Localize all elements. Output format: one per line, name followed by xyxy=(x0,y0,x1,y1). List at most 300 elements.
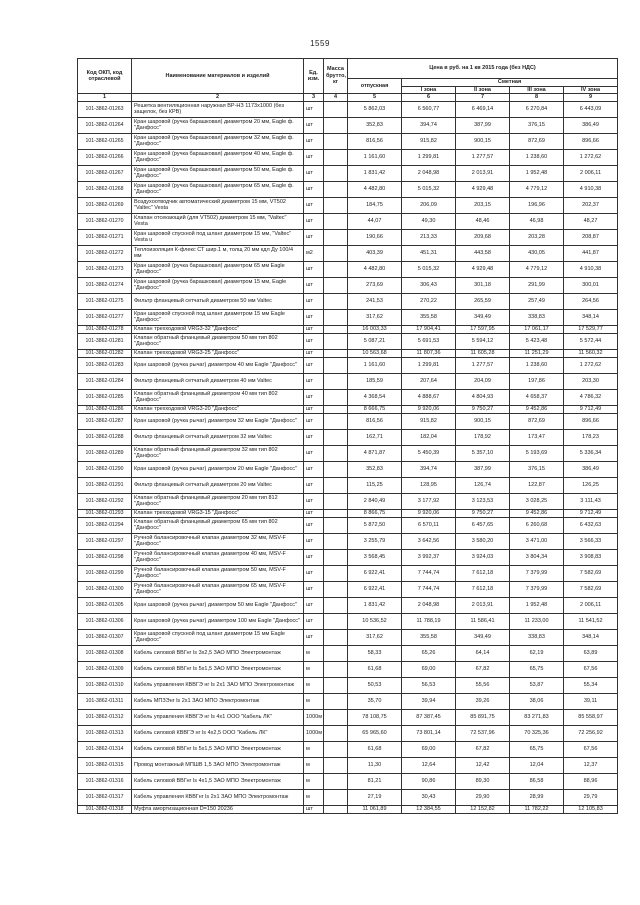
row-zone-4-price: 55,34 xyxy=(564,677,618,693)
row-name: Кабель МПЗЭнг ls 2х1 ЗАО МПО Электромонтаж xyxy=(132,693,304,709)
row-zone-3-price: 53,87 xyxy=(510,677,564,693)
row-code: 101-3862-01305 xyxy=(78,597,132,613)
row-zone-2-price: 900,15 xyxy=(456,133,510,149)
row-zone-1-price: 306,43 xyxy=(402,277,456,293)
row-name: Муфта амортизационная D=150 20236 xyxy=(132,805,304,813)
row-zone-2-price: 265,59 xyxy=(456,293,510,309)
row-mass xyxy=(324,709,348,725)
row-name: Кран шаровой (ручка барашковая) диаметром 32 мм, Eagle ф. "Данфосс" xyxy=(132,133,304,149)
row-zone-4-price: 264,56 xyxy=(564,293,618,309)
row-zone-3-price: 38,06 xyxy=(510,693,564,709)
row-zone-2-price: 64,14 xyxy=(456,645,510,661)
row-name: Ручной балансировочный клапан диаметром 40 мм, MSV-F "Данфосс" xyxy=(132,549,304,565)
row-zone-2-price: 203,15 xyxy=(456,197,510,213)
row-mass xyxy=(324,693,348,709)
row-zone-4-price: 6 443,09 xyxy=(564,101,618,117)
row-zone-2-price: 5 357,10 xyxy=(456,445,510,461)
row-zone-1-price: 69,00 xyxy=(402,661,456,677)
row-release-price: 16 003,33 xyxy=(348,325,402,333)
table-row xyxy=(78,693,618,709)
row-zone-4-price: 202,37 xyxy=(564,197,618,213)
row-zone-2-price: 349,49 xyxy=(456,629,510,645)
row-zone-1-price: 11 807,36 xyxy=(402,349,456,357)
row-mass xyxy=(324,757,348,773)
row-name: Кран шаровой (ручка барашковая) диаметром 15 мм, Eagle "Данфосс" xyxy=(132,277,304,293)
row-zone-3-price: 3 028,25 xyxy=(510,493,564,509)
row-zone-4-price: 12,37 xyxy=(564,757,618,773)
row-zone-4-price: 6 432,63 xyxy=(564,517,618,533)
row-code: 101-3862-01312 xyxy=(78,709,132,725)
row-zone-3-price: 9 452,86 xyxy=(510,405,564,413)
row-zone-1-price: 7 744,74 xyxy=(402,581,456,597)
row-release-price: 190,66 xyxy=(348,229,402,245)
row-name: Кабель силовой ВВГнг ls 5х1,5 ЗАО МПО Электромонтаж xyxy=(132,661,304,677)
row-mass xyxy=(324,229,348,245)
row-zone-4-price: 85 558,97 xyxy=(564,709,618,725)
row-unit: шт xyxy=(304,149,324,165)
row-release-price: 184,75 xyxy=(348,197,402,213)
row-name: Кран шаровой (ручка барашковая) диаметром 40 мм, Eagle ф. "Данфосс" xyxy=(132,149,304,165)
row-unit: шт xyxy=(304,229,324,245)
row-name: Кран шаровой (ручка барашковая) диаметром 65 мм Eagle "Данфосс" xyxy=(132,261,304,277)
row-release-price: 65 965,60 xyxy=(348,725,402,741)
row-zone-2-price: 387,99 xyxy=(456,461,510,477)
row-mass xyxy=(324,805,348,813)
row-zone-4-price: 3 908,83 xyxy=(564,549,618,565)
row-zone-1-price: 2 048,98 xyxy=(402,597,456,613)
row-unit: м xyxy=(304,741,324,757)
row-zone-3-price: 872,69 xyxy=(510,133,564,149)
price-table xyxy=(77,58,618,814)
row-name: Кабель силовой КВВГЭ нг ls 4х2,5 ООО "Кабель ЛК" xyxy=(132,725,304,741)
row-mass xyxy=(324,413,348,429)
row-unit: шт xyxy=(304,493,324,509)
table-row xyxy=(78,413,618,429)
row-zone-1-price: 451,31 xyxy=(402,245,456,261)
row-release-price: 61,68 xyxy=(348,741,402,757)
row-zone-1-price: 56,53 xyxy=(402,677,456,693)
row-mass xyxy=(324,261,348,277)
row-release-price: 3 568,45 xyxy=(348,549,402,565)
row-zone-3-price: 1 952,48 xyxy=(510,597,564,613)
row-unit: шт xyxy=(304,213,324,229)
row-release-price: 10 563,68 xyxy=(348,349,402,357)
row-name: Кабель силовой ВВГнг ls 5х1,5 ЗАО МПО Электромонтаж xyxy=(132,741,304,757)
row-code: 101-3862-01306 xyxy=(78,613,132,629)
row-zone-1-price: 182,04 xyxy=(402,429,456,445)
row-zone-3-price: 6 270,84 xyxy=(510,101,564,117)
header-zone-3: III зона xyxy=(510,86,564,94)
table-row xyxy=(78,245,618,261)
row-name: Клапан обратный фланцевый диаметром 40 мм тип 802 "Данфосс" xyxy=(132,389,304,405)
table-row xyxy=(78,773,618,789)
table-row xyxy=(78,709,618,725)
row-zone-3-price: 872,69 xyxy=(510,413,564,429)
column-number: 1 xyxy=(78,94,132,102)
row-zone-2-price: 6 469,14 xyxy=(456,101,510,117)
row-zone-3-price: 62,19 xyxy=(510,645,564,661)
row-code: 101-3862-01281 xyxy=(78,333,132,349)
table-row xyxy=(78,261,618,277)
row-name: Кран шаровой (ручка рычаг) диаметром 50 мм Eagle "Данфосс" xyxy=(132,597,304,613)
row-zone-2-price: 29,90 xyxy=(456,789,510,805)
row-zone-1-price: 69,00 xyxy=(402,741,456,757)
table-row xyxy=(78,405,618,413)
row-name: Кран шаровой (ручка рычаг) диаметром 100 мм Eagle "Данфосс" xyxy=(132,613,304,629)
row-zone-1-price: 5 450,39 xyxy=(402,445,456,461)
row-zone-4-price: 11 560,32 xyxy=(564,349,618,357)
row-code: 101-3862-01269 xyxy=(78,197,132,213)
row-zone-3-price: 86,58 xyxy=(510,773,564,789)
row-mass xyxy=(324,245,348,261)
row-zone-2-price: 443,58 xyxy=(456,245,510,261)
row-unit: шт xyxy=(304,629,324,645)
column-number: 5 xyxy=(348,94,402,102)
row-code: 101-3862-01316 xyxy=(78,773,132,789)
row-zone-1-price: 6 570,11 xyxy=(402,517,456,533)
row-unit: шт xyxy=(304,261,324,277)
row-zone-2-price: 12 152,82 xyxy=(456,805,510,813)
row-zone-2-price: 89,30 xyxy=(456,773,510,789)
row-zone-4-price: 4 910,38 xyxy=(564,261,618,277)
row-code: 101-3862-01298 xyxy=(78,549,132,565)
row-mass xyxy=(324,445,348,461)
row-zone-2-price: 209,68 xyxy=(456,229,510,245)
table-row xyxy=(78,493,618,509)
row-name: Ручной балансировочный клапан диаметром 50 мм, MSV-F "Данфосс" xyxy=(132,565,304,581)
row-code: 101-3862-01263 xyxy=(78,101,132,117)
row-code: 101-3862-01268 xyxy=(78,181,132,197)
row-zone-1-price: 206,09 xyxy=(402,197,456,213)
row-zone-4-price: 7 582,69 xyxy=(564,581,618,597)
row-zone-3-price: 4 779,12 xyxy=(510,181,564,197)
row-unit: шт xyxy=(304,549,324,565)
row-zone-2-price: 7 612,18 xyxy=(456,581,510,597)
row-zone-1-price: 394,74 xyxy=(402,117,456,133)
row-zone-1-price: 355,58 xyxy=(402,629,456,645)
row-mass xyxy=(324,349,348,357)
row-mass xyxy=(324,517,348,533)
row-zone-3-price: 70 325,36 xyxy=(510,725,564,741)
row-release-price: 58,33 xyxy=(348,645,402,661)
table-row xyxy=(78,645,618,661)
row-code: 101-3862-01311 xyxy=(78,693,132,709)
row-code: 101-3862-01315 xyxy=(78,757,132,773)
row-release-price: 162,71 xyxy=(348,429,402,445)
row-zone-1-price: 5 015,32 xyxy=(402,181,456,197)
table-row xyxy=(78,213,618,229)
table-row xyxy=(78,613,618,629)
row-unit: шт xyxy=(304,277,324,293)
row-zone-1-price: 9 920,06 xyxy=(402,405,456,413)
row-zone-3-price: 203,28 xyxy=(510,229,564,245)
row-zone-1-price: 17 904,41 xyxy=(402,325,456,333)
row-zone-4-price: 300,01 xyxy=(564,277,618,293)
table-row xyxy=(78,277,618,293)
row-mass xyxy=(324,357,348,373)
row-zone-3-price: 4 658,37 xyxy=(510,389,564,405)
table-row xyxy=(78,333,618,349)
row-zone-1-price: 39,94 xyxy=(402,693,456,709)
row-release-price: 5 872,50 xyxy=(348,517,402,533)
header-code: Код ОКП, код отраслевой xyxy=(78,59,132,94)
row-mass xyxy=(324,493,348,509)
page-number: 1559 xyxy=(310,39,330,48)
row-code: 101-3862-01283 xyxy=(78,357,132,373)
row-zone-4-price: 67,56 xyxy=(564,661,618,677)
table-row xyxy=(78,325,618,333)
row-zone-1-price: 1 299,81 xyxy=(402,149,456,165)
table-row xyxy=(78,309,618,325)
row-code: 101-3862-01273 xyxy=(78,261,132,277)
table-row xyxy=(78,373,618,389)
row-code: 101-3862-01287 xyxy=(78,413,132,429)
row-code: 101-3862-01286 xyxy=(78,405,132,413)
row-zone-4-price: 126,25 xyxy=(564,477,618,493)
row-mass xyxy=(324,509,348,517)
row-zone-4-price: 441,87 xyxy=(564,245,618,261)
column-number: 8 xyxy=(510,94,564,102)
row-zone-4-price: 9 712,49 xyxy=(564,509,618,517)
row-code: 101-3862-01270 xyxy=(78,213,132,229)
row-zone-1-price: 915,82 xyxy=(402,413,456,429)
row-mass xyxy=(324,117,348,133)
row-mass xyxy=(324,133,348,149)
row-zone-3-price: 11 251,29 xyxy=(510,349,564,357)
column-number: 4 xyxy=(324,94,348,102)
row-mass xyxy=(324,645,348,661)
row-code: 101-3862-01289 xyxy=(78,445,132,461)
table-row xyxy=(78,229,618,245)
header-zone-1: I зона xyxy=(402,86,456,94)
row-mass xyxy=(324,213,348,229)
row-unit: шт xyxy=(304,805,324,813)
row-code: 101-3862-01267 xyxy=(78,165,132,181)
table-row xyxy=(78,533,618,549)
row-name: Кабель управления КВВГЭ нг ls 4х1 ООО "Кабель ЛК" xyxy=(132,709,304,725)
row-code: 101-3862-01285 xyxy=(78,389,132,405)
table-row xyxy=(78,165,618,181)
row-code: 101-3862-01278 xyxy=(78,325,132,333)
row-zone-1-price: 394,74 xyxy=(402,461,456,477)
row-name: Кабель силовой ВВГнг ls 3х2,5 ЗАО МПО Электромонтаж xyxy=(132,645,304,661)
row-name: Фильтр фланцевый сетчатый диаметром 32 мм Valtec xyxy=(132,429,304,445)
row-unit: м xyxy=(304,677,324,693)
row-code: 101-3862-01314 xyxy=(78,741,132,757)
row-name: Фильтр фланцевый сетчатый диаметром 20 мм Valtec xyxy=(132,477,304,493)
row-zone-2-price: 301,18 xyxy=(456,277,510,293)
row-zone-4-price: 17 529,77 xyxy=(564,325,618,333)
row-code: 101-3862-01309 xyxy=(78,661,132,677)
row-code: 101-3862-01292 xyxy=(78,493,132,509)
row-zone-1-price: 90,86 xyxy=(402,773,456,789)
row-code: 101-3862-01288 xyxy=(78,429,132,445)
row-code: 101-3862-01313 xyxy=(78,725,132,741)
row-zone-2-price: 11 605,28 xyxy=(456,349,510,357)
row-release-price: 403,39 xyxy=(348,245,402,261)
row-zone-3-price: 7 379,99 xyxy=(510,565,564,581)
row-unit: шт xyxy=(304,517,324,533)
row-zone-1-price: 3 177,92 xyxy=(402,493,456,509)
row-unit: м xyxy=(304,661,324,677)
row-unit: шт xyxy=(304,197,324,213)
row-unit: шт xyxy=(304,477,324,493)
row-zone-3-price: 65,75 xyxy=(510,741,564,757)
row-code: 101-3862-01290 xyxy=(78,461,132,477)
row-name: Фильтр фланцевый сетчатый диаметром 40 мм Valtec xyxy=(132,373,304,389)
row-release-price: 1 831,42 xyxy=(348,597,402,613)
row-zone-1-price: 4 888,67 xyxy=(402,389,456,405)
row-zone-3-price: 122,87 xyxy=(510,477,564,493)
row-name: Клапан обратный фланцевый диаметром 20 мм тип 812 "Данфосс" xyxy=(132,493,304,509)
row-name: Кран шаровой спускной под шланг диаметром 15 мм Eagle "Данфосс" xyxy=(132,309,304,325)
row-zone-1-price: 5 691,53 xyxy=(402,333,456,349)
row-zone-2-price: 48,46 xyxy=(456,213,510,229)
row-zone-3-price: 11 233,00 xyxy=(510,613,564,629)
row-zone-2-price: 4 929,48 xyxy=(456,261,510,277)
row-unit: шт xyxy=(304,133,324,149)
row-unit: 1000м xyxy=(304,725,324,741)
row-zone-4-price: 11 541,52 xyxy=(564,613,618,629)
row-zone-4-price: 386,49 xyxy=(564,117,618,133)
row-code: 101-3862-01282 xyxy=(78,349,132,357)
row-code: 101-3862-01274 xyxy=(78,277,132,293)
row-unit: шт xyxy=(304,597,324,613)
row-name: Клапан трехходовой VRG3-15 "Данфосс" xyxy=(132,509,304,517)
row-zone-3-price: 291,99 xyxy=(510,277,564,293)
row-release-price: 6 922,41 xyxy=(348,565,402,581)
table-row xyxy=(78,581,618,597)
row-mass xyxy=(324,373,348,389)
row-code: 101-3862-01300 xyxy=(78,581,132,597)
row-mass xyxy=(324,197,348,213)
row-zone-4-price: 3 566,33 xyxy=(564,533,618,549)
table-row xyxy=(78,389,618,405)
row-unit: м xyxy=(304,645,324,661)
row-release-price: 5 862,03 xyxy=(348,101,402,117)
row-mass xyxy=(324,613,348,629)
row-mass xyxy=(324,581,348,597)
row-name: Кран шаровой (ручка рычаг) диаметром 32 мм Eagle "Данфосс" xyxy=(132,413,304,429)
row-zone-3-price: 65,75 xyxy=(510,661,564,677)
table-row xyxy=(78,677,618,693)
table-body xyxy=(78,101,618,813)
row-mass xyxy=(324,789,348,805)
row-mass xyxy=(324,549,348,565)
table-row xyxy=(78,629,618,645)
row-code: 101-3862-01272 xyxy=(78,245,132,261)
row-release-price: 8 866,75 xyxy=(348,509,402,517)
row-zone-2-price: 2 013,91 xyxy=(456,165,510,181)
table-row xyxy=(78,181,618,197)
row-release-price: 352,83 xyxy=(348,461,402,477)
row-zone-3-price: 6 260,68 xyxy=(510,517,564,533)
row-name: Решетка вентиляционная наружная ВР-НЗ 1173х1000 (без защелок, без КРВ) xyxy=(132,101,304,117)
column-number: 6 xyxy=(402,94,456,102)
row-zone-3-price: 3 804,34 xyxy=(510,549,564,565)
row-name: Кран шаровой (ручка барашковая) диаметром 20 мм, Eagle ф. "Данфосс" xyxy=(132,117,304,133)
row-zone-2-price: 12,42 xyxy=(456,757,510,773)
row-zone-1-price: 1 299,81 xyxy=(402,357,456,373)
row-release-price: 4 871,87 xyxy=(348,445,402,461)
row-zone-1-price: 87 387,45 xyxy=(402,709,456,725)
table-row xyxy=(78,117,618,133)
row-unit: шт xyxy=(304,349,324,357)
row-zone-4-price: 3 111,43 xyxy=(564,493,618,509)
row-mass xyxy=(324,629,348,645)
row-release-price: 115,25 xyxy=(348,477,402,493)
row-mass xyxy=(324,565,348,581)
row-zone-1-price: 3 642,56 xyxy=(402,533,456,549)
header-zone-4: IV зона xyxy=(564,86,618,94)
row-name: Воздухоотводчик автоматический диаметром 15 мм, VT502 "Valtec" Vesta xyxy=(132,197,304,213)
row-code: 101-3862-01307 xyxy=(78,629,132,645)
row-zone-4-price: 1 272,62 xyxy=(564,357,618,373)
table-row xyxy=(78,461,618,477)
row-name: Клапан трехходовой VRG3-20 "Данфосс" xyxy=(132,405,304,413)
row-release-price: 35,70 xyxy=(348,693,402,709)
row-zone-4-price: 12 105,83 xyxy=(564,805,618,813)
row-mass xyxy=(324,533,348,549)
row-name: Кран шаровой спускной под шланг диаметром 15 мм, "Valtec" Vesta u xyxy=(132,229,304,245)
row-name: Фильтр фланцевый сетчатый диаметром 50 мм Valtec xyxy=(132,293,304,309)
row-zone-2-price: 4 929,48 xyxy=(456,181,510,197)
row-mass xyxy=(324,181,348,197)
row-zone-1-price: 11 788,19 xyxy=(402,613,456,629)
row-mass xyxy=(324,661,348,677)
table-header xyxy=(78,59,618,102)
row-zone-4-price: 67,56 xyxy=(564,741,618,757)
row-unit: шт xyxy=(304,101,324,117)
row-release-price: 1 831,42 xyxy=(348,165,402,181)
table-row xyxy=(78,565,618,581)
row-unit: шт xyxy=(304,413,324,429)
row-zone-4-price: 7 582,69 xyxy=(564,565,618,581)
row-code: 101-3862-01275 xyxy=(78,293,132,309)
row-release-price: 185,59 xyxy=(348,373,402,389)
table-row xyxy=(78,133,618,149)
row-name: Клапан отсекающий (для VT502) диаметром 15 мм, "Valtec" Vesta xyxy=(132,213,304,229)
row-unit: шт xyxy=(304,389,324,405)
row-zone-2-price: 72 537,96 xyxy=(456,725,510,741)
row-zone-1-price: 12,64 xyxy=(402,757,456,773)
row-zone-1-price: 2 048,98 xyxy=(402,165,456,181)
row-mass xyxy=(324,293,348,309)
row-code: 101-3862-01265 xyxy=(78,133,132,149)
row-unit: шт xyxy=(304,333,324,349)
row-unit: шт xyxy=(304,509,324,517)
row-release-price: 241,53 xyxy=(348,293,402,309)
row-unit: м xyxy=(304,789,324,805)
row-name: Клапан трехходовой VRG3-32 "Данфосс" xyxy=(132,325,304,333)
row-unit: шт xyxy=(304,117,324,133)
row-name: Кран шаровой (ручка барашковая) диаметром 65 мм, Eagle ф. "Данфосс" xyxy=(132,181,304,197)
row-zone-4-price: 5 572,44 xyxy=(564,333,618,349)
row-zone-1-price: 270,22 xyxy=(402,293,456,309)
row-zone-2-price: 55,56 xyxy=(456,677,510,693)
row-mass xyxy=(324,429,348,445)
row-code: 101-3862-01291 xyxy=(78,477,132,493)
row-zone-4-price: 88,96 xyxy=(564,773,618,789)
row-zone-3-price: 17 061,17 xyxy=(510,325,564,333)
row-mass xyxy=(324,325,348,333)
row-zone-3-price: 4 779,12 xyxy=(510,261,564,277)
row-zone-4-price: 4 910,38 xyxy=(564,181,618,197)
row-zone-3-price: 376,15 xyxy=(510,117,564,133)
row-zone-4-price: 1 272,62 xyxy=(564,149,618,165)
row-zone-3-price: 1 952,48 xyxy=(510,165,564,181)
row-release-price: 4 482,80 xyxy=(348,181,402,197)
